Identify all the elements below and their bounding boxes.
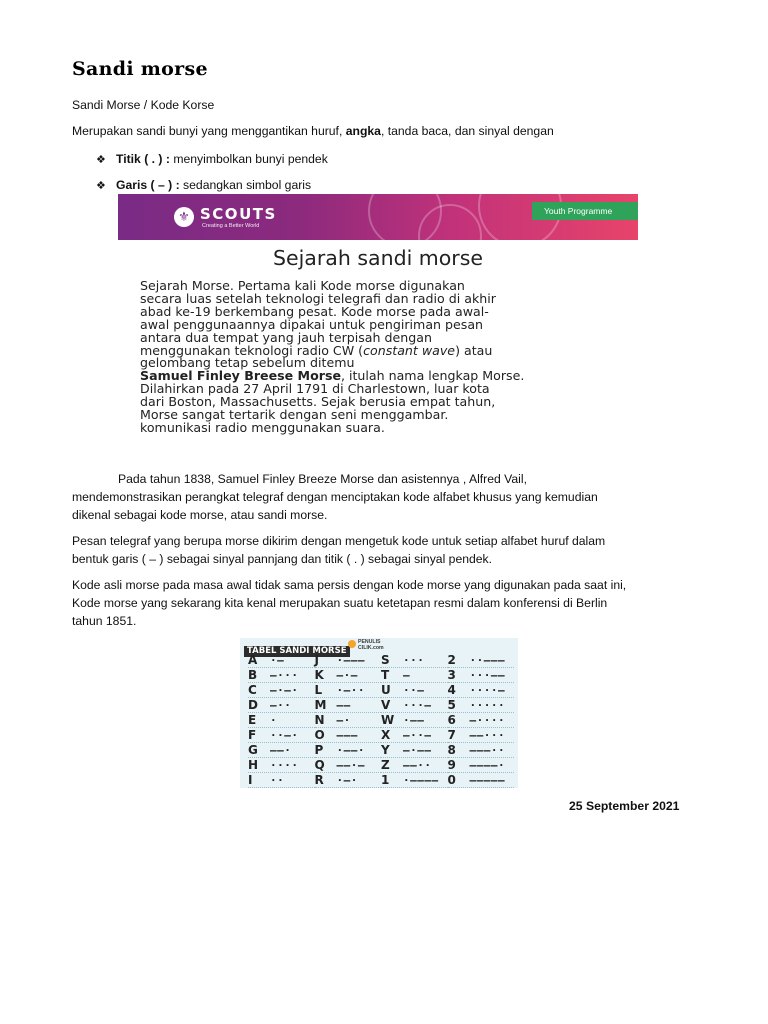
morse-code: ·––· (336, 743, 365, 757)
morse-cell (381, 683, 448, 698)
paragraph-line: Kode morse yang sekarang kita kenal merupakan suatu ketetapan resmi dalam konferensi di Berlin (72, 596, 608, 610)
morse-character: R (314, 773, 324, 787)
morse-character: O (314, 728, 325, 742)
morse-code: ·–· (336, 773, 358, 787)
morse-cell (248, 653, 315, 668)
morse-cell (381, 758, 448, 773)
morse-character: Q (314, 758, 325, 772)
morse-cell (248, 743, 315, 758)
morse-cell (381, 668, 448, 683)
morse-table-title: TABEL SANDI MORSE (244, 646, 350, 657)
morse-code: –––·· (469, 743, 506, 757)
poster-line: antara dua tempat yang jauh terpisah dengan (140, 329, 432, 345)
morse-character: A (248, 653, 258, 667)
bullet-text: sedangkan simbol garis (179, 178, 312, 192)
poster-line: komunikasi radio menggunakan suara. (140, 419, 385, 435)
morse-cell (448, 698, 515, 713)
logo-line: CILIK.com (358, 644, 384, 651)
logo-line: PENULIS (358, 639, 381, 645)
morse-cell (448, 728, 515, 743)
fleur-de-lis-icon: ⚜ (174, 207, 194, 227)
bullet-item-titik (96, 150, 328, 169)
morse-table-image (240, 638, 518, 788)
morse-cell (248, 698, 315, 713)
morse-character: Z (381, 758, 390, 772)
morse-character: 1 (381, 773, 390, 787)
morse-character: 3 (447, 668, 456, 682)
morse-character: 4 (447, 683, 456, 697)
paragraph-history (72, 470, 598, 524)
poster-line: abad ke-19 berkembang pesat. Kode morse pada awal- (140, 303, 489, 319)
morse-cell (448, 683, 515, 698)
morse-character: M (314, 698, 327, 712)
poster-line: Sejarah Morse. Pertama kali Kode morse digunakan (140, 278, 465, 293)
morse-full-name: Samuel Finley Breese Morse (140, 368, 341, 384)
paragraph-line: Pada tahun 1838, Samuel Finley Breeze Morse dan asistennya , Alfred Vail, (118, 472, 527, 486)
morse-code: ···– (403, 698, 432, 712)
morse-code: ··· (403, 653, 425, 667)
morse-cell (381, 743, 448, 758)
morse-cell (381, 773, 448, 788)
cw-before: menggunakan teknologi radio CW ( (140, 342, 364, 358)
morse-code: ·· (270, 773, 285, 787)
diamond-bullet-icon: ❖ (96, 180, 106, 192)
bullet-item-garis (96, 176, 311, 195)
morse-code: ··––– (469, 653, 506, 667)
morse-character: Y (381, 743, 390, 757)
morse-code: ···· (270, 758, 299, 772)
paragraph-berlin (72, 576, 626, 630)
morse-cell (315, 683, 382, 698)
morse-code: ––·· (403, 758, 432, 772)
morse-character: 5 (447, 698, 456, 712)
poster-line: secara luas setelah teknologi telegrafi dan radio di akhir (140, 290, 496, 306)
morse-code: · (270, 713, 278, 727)
intro-text-after: , tanda baca, dan sinyal dengan (380, 124, 554, 138)
morse-cell (248, 683, 315, 698)
morse-character: T (381, 668, 390, 682)
morse-cell (248, 773, 315, 788)
morse-code: ––– (336, 728, 358, 742)
morse-cell (315, 728, 382, 743)
morse-cell (381, 653, 448, 668)
morse-code: –· (336, 713, 351, 727)
morse-code: –·–– (403, 743, 432, 757)
bullet-term: Garis ( – ) : (116, 178, 180, 192)
morse-cell (248, 668, 315, 683)
scouts-brand: SCOUTS (200, 205, 277, 223)
morse-cell (448, 668, 515, 683)
bold-line-after: , itulah nama lengkap Morse. (340, 368, 525, 384)
paragraph-line: Pesan telegraf yang berupa morse dikirim dengan mengetuk kode untuk setiap alfabet huruf dalam (72, 534, 606, 548)
morse-character: J (314, 653, 319, 667)
morse-code: – (403, 668, 411, 682)
morse-character: 9 (447, 758, 456, 772)
morse-code: ····· (469, 698, 506, 712)
morse-character: P (314, 743, 324, 757)
morse-code: –·· (270, 698, 292, 712)
morse-table-header (244, 639, 384, 656)
morse-character: X (381, 728, 391, 742)
morse-code: ·–––– (403, 773, 439, 787)
morse-cell (315, 743, 382, 758)
morse-cell (315, 668, 382, 683)
morse-code: –·– (336, 668, 358, 682)
morse-code: –···· (469, 713, 506, 727)
morse-cell (315, 698, 382, 713)
youth-programme-badge: Youth Programme (532, 202, 638, 220)
poster-title: Sejarah sandi morse (272, 246, 484, 270)
poster-line: awal penggunaannya dipakai untuk pengiriman pesan (140, 316, 484, 332)
morse-character: K (314, 668, 324, 682)
morse-character: B (248, 668, 258, 682)
morse-character: L (314, 683, 323, 697)
morse-cell (248, 728, 315, 743)
morse-character: F (248, 728, 257, 742)
morse-cell (381, 728, 448, 743)
morse-character: N (314, 713, 325, 727)
morse-character: 8 (447, 743, 456, 757)
morse-code: ·–·· (336, 683, 365, 697)
paragraph-line: tahun 1851. (72, 614, 137, 628)
morse-code: –··– (403, 728, 432, 742)
morse-cell (448, 758, 515, 773)
morse-code: ····– (469, 683, 506, 697)
morse-character: C (248, 683, 257, 697)
poster-line: dari Boston, Massachusetts. Sejak berusia empat tahun, (140, 394, 496, 410)
intro-text-before: Merupakan sandi bunyi yang menggantikan huruf, (72, 124, 346, 138)
morse-cell (448, 713, 515, 728)
intro-paragraph (72, 122, 554, 140)
scouts-history-image (118, 194, 638, 456)
morse-code: ··–· (270, 728, 299, 742)
morse-character: I (248, 773, 253, 787)
morse-cell (315, 773, 382, 788)
cw-after: ) atau (455, 342, 493, 358)
poster-line: Dilahirkan pada 27 April 1791 di Charlestown, luar kota (140, 381, 490, 397)
morse-cell (248, 713, 315, 728)
morse-character: 7 (447, 728, 456, 742)
morse-character: H (248, 758, 259, 772)
page-title: Sandi morse (72, 58, 208, 80)
morse-code: ––·– (336, 758, 365, 772)
morse-code: –·–· (270, 683, 299, 697)
poster-line: gelombang tetap sebelum ditemu (140, 355, 355, 371)
morse-cell (448, 653, 515, 668)
poster-line: Morse sangat tertarik dengan seni menggambar. (140, 407, 449, 423)
morse-cell (315, 653, 382, 668)
paragraph-line: bentuk garis ( – ) sebagai sinyal pannjang dan titik ( . ) sebagai sinyal pendek. (72, 552, 493, 566)
morse-code: ––··· (469, 728, 506, 742)
bullet-term: Titik ( . ) : (116, 152, 170, 166)
morse-code: ··– (403, 683, 425, 697)
morse-code: ·– (270, 653, 285, 667)
morse-character: G (248, 743, 258, 757)
morse-code: ––––– (469, 773, 506, 787)
morse-character: V (381, 698, 391, 712)
poster-body (140, 280, 640, 435)
morse-character: 0 (447, 773, 456, 787)
paragraph-line: Kode asli morse pada masa awal tidak sama persis dengan kode morse yang digunakan pada saat ini, (72, 578, 627, 592)
morse-cell (381, 713, 448, 728)
morse-character: S (381, 653, 390, 667)
morse-character: 2 (447, 653, 456, 667)
penulis-cilik-logo (348, 640, 384, 651)
cw-italic: constant wave (363, 342, 456, 358)
morse-code: –– (336, 698, 351, 712)
morse-cell (315, 758, 382, 773)
morse-code: ––––· (469, 758, 506, 772)
morse-cell (448, 773, 515, 788)
morse-character: 6 (447, 713, 456, 727)
morse-cell (248, 758, 315, 773)
morse-character: U (381, 683, 391, 697)
morse-cell (381, 698, 448, 713)
morse-code: ···–– (469, 668, 506, 682)
morse-code: ·––– (336, 653, 365, 667)
morse-cell (315, 713, 382, 728)
bullet-text: menyimbolkan bunyi pendek (169, 152, 328, 166)
morse-code: ––· (270, 743, 292, 757)
diamond-bullet-icon: ❖ (96, 154, 106, 166)
morse-character: D (248, 698, 258, 712)
paragraph-line: dikenal sebagai kode morse, atau sandi morse. (72, 508, 328, 522)
morse-code: ·–– (403, 713, 425, 727)
morse-character: W (381, 713, 395, 727)
subtitle: Sandi Morse / Kode Korse (72, 98, 215, 112)
morse-grid (248, 653, 514, 785)
morse-code: –··· (270, 668, 299, 682)
document-date: 25 September 2021 (569, 799, 680, 813)
paragraph-line: mendemonstrasikan perangkat telegraf dengan menciptakan kode alfabet khusus yang kemudian (72, 490, 598, 504)
paragraph-telegraf (72, 532, 605, 568)
morse-character: E (248, 713, 257, 727)
scouts-tagline: Creating a Better World (202, 223, 260, 229)
scouts-banner (118, 194, 638, 240)
morse-cell (448, 743, 515, 758)
penulis-logo-icon (348, 640, 356, 648)
intro-text-bold: angka (345, 124, 381, 138)
